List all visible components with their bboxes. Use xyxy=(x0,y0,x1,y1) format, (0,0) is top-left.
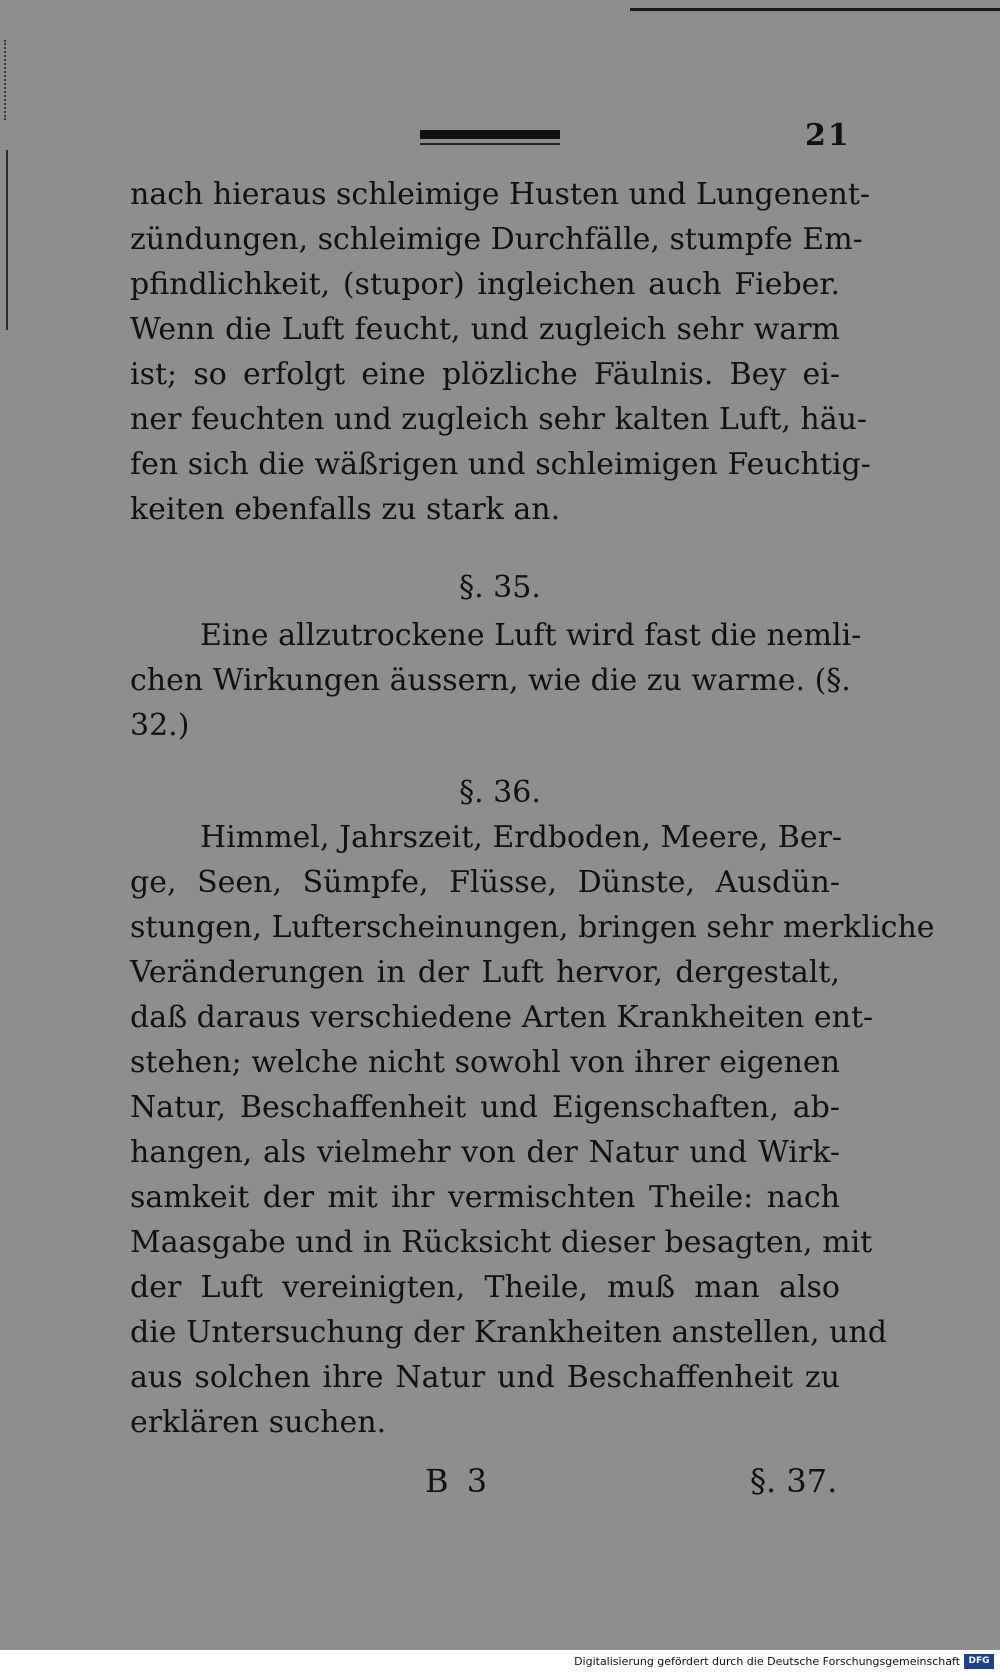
text-line: die Untersuchung der Krankheiten anstellen, und xyxy=(130,1315,887,1350)
running-head-rule xyxy=(420,143,560,145)
text-line: keiten ebenfalls zu stark an. xyxy=(130,492,561,527)
text-line: ist; so erfolgt eine plözliche Fäulnis. Bey ei- xyxy=(130,357,840,392)
paragraph-section-36 xyxy=(130,815,935,1445)
text-line: nach hieraus schleimige Husten und Lungenent- xyxy=(130,177,871,212)
text-line: Maasgabe und in Rücksicht dieser besagten, mit xyxy=(130,1225,873,1260)
text-line: samkeit der mit ihr vermischten Theile: nach xyxy=(130,1180,840,1215)
credit-strip xyxy=(0,1650,1000,1674)
text-line: Himmel, Jahrszeit, Erdboden, Meere, Ber- xyxy=(200,820,843,855)
text-line: ge, Seen, Sümpfe, Flüsse, Dünste, Ausdün- xyxy=(130,865,840,900)
paragraph-continuation xyxy=(130,172,871,532)
text-line: erklären suchen. xyxy=(130,1405,387,1440)
text-line: der Luft vereinigten, Theile, muß man also xyxy=(130,1270,840,1305)
page-number: 21 xyxy=(805,118,851,153)
text-line: 32.) xyxy=(130,708,190,743)
scan-specks xyxy=(4,40,9,120)
running-head-ornament xyxy=(420,130,560,139)
text-line: Eine allzutrockene Luft wird fast die nemli- xyxy=(200,618,862,653)
text-line: zündungen, schleimige Durchfälle, stumpfe Em- xyxy=(130,222,863,257)
text-line: aus solchen ihre Natur und Beschaffenheit zu xyxy=(130,1360,840,1395)
paragraph-section-35 xyxy=(130,613,862,748)
text-line: Wenn die Luft feucht, und zugleich sehr warm xyxy=(130,312,840,347)
text-line: stungen, Lufterscheinungen, bringen sehr merkliche xyxy=(130,910,935,945)
signature-mark: B 3 xyxy=(425,1462,492,1500)
top-edge-rule xyxy=(630,8,1000,11)
text-line: daß daraus verschiedene Arten Krankheiten ent- xyxy=(130,1000,874,1035)
text-line: hangen, als vielmehr von der Natur und Wirk- xyxy=(130,1135,840,1170)
text-line: chen Wirkungen äussern, wie die zu warme. (§. xyxy=(130,663,851,698)
text-line: pfindlichkeit, (stupor) ingleichen auch Fieber. xyxy=(130,267,840,302)
text-line: Veränderungen in der Luft hervor, dergestalt, xyxy=(130,955,840,990)
text-line: stehen; welche nicht sowohl von ihrer eigenen xyxy=(130,1045,840,1080)
text-line: Natur, Beschaffenheit und Eigenschaften, ab- xyxy=(130,1090,840,1125)
text-line: fen sich die wäßrigen und schleimigen Feuchtig- xyxy=(130,447,871,482)
section-heading-35: §. 35. xyxy=(459,570,541,605)
dfg-logo: DFG xyxy=(964,1654,994,1669)
catchword: §. 37. xyxy=(750,1462,838,1500)
digitization-credit: Digitalisierung gefördert durch die Deutsche Forschungsgemeinschaft xyxy=(574,1655,960,1668)
section-heading-36: §. 36. xyxy=(459,775,541,810)
binding-edge-mark xyxy=(6,150,8,330)
text-line: ner feuchten und zugleich sehr kalten Luft, häu- xyxy=(130,402,868,437)
